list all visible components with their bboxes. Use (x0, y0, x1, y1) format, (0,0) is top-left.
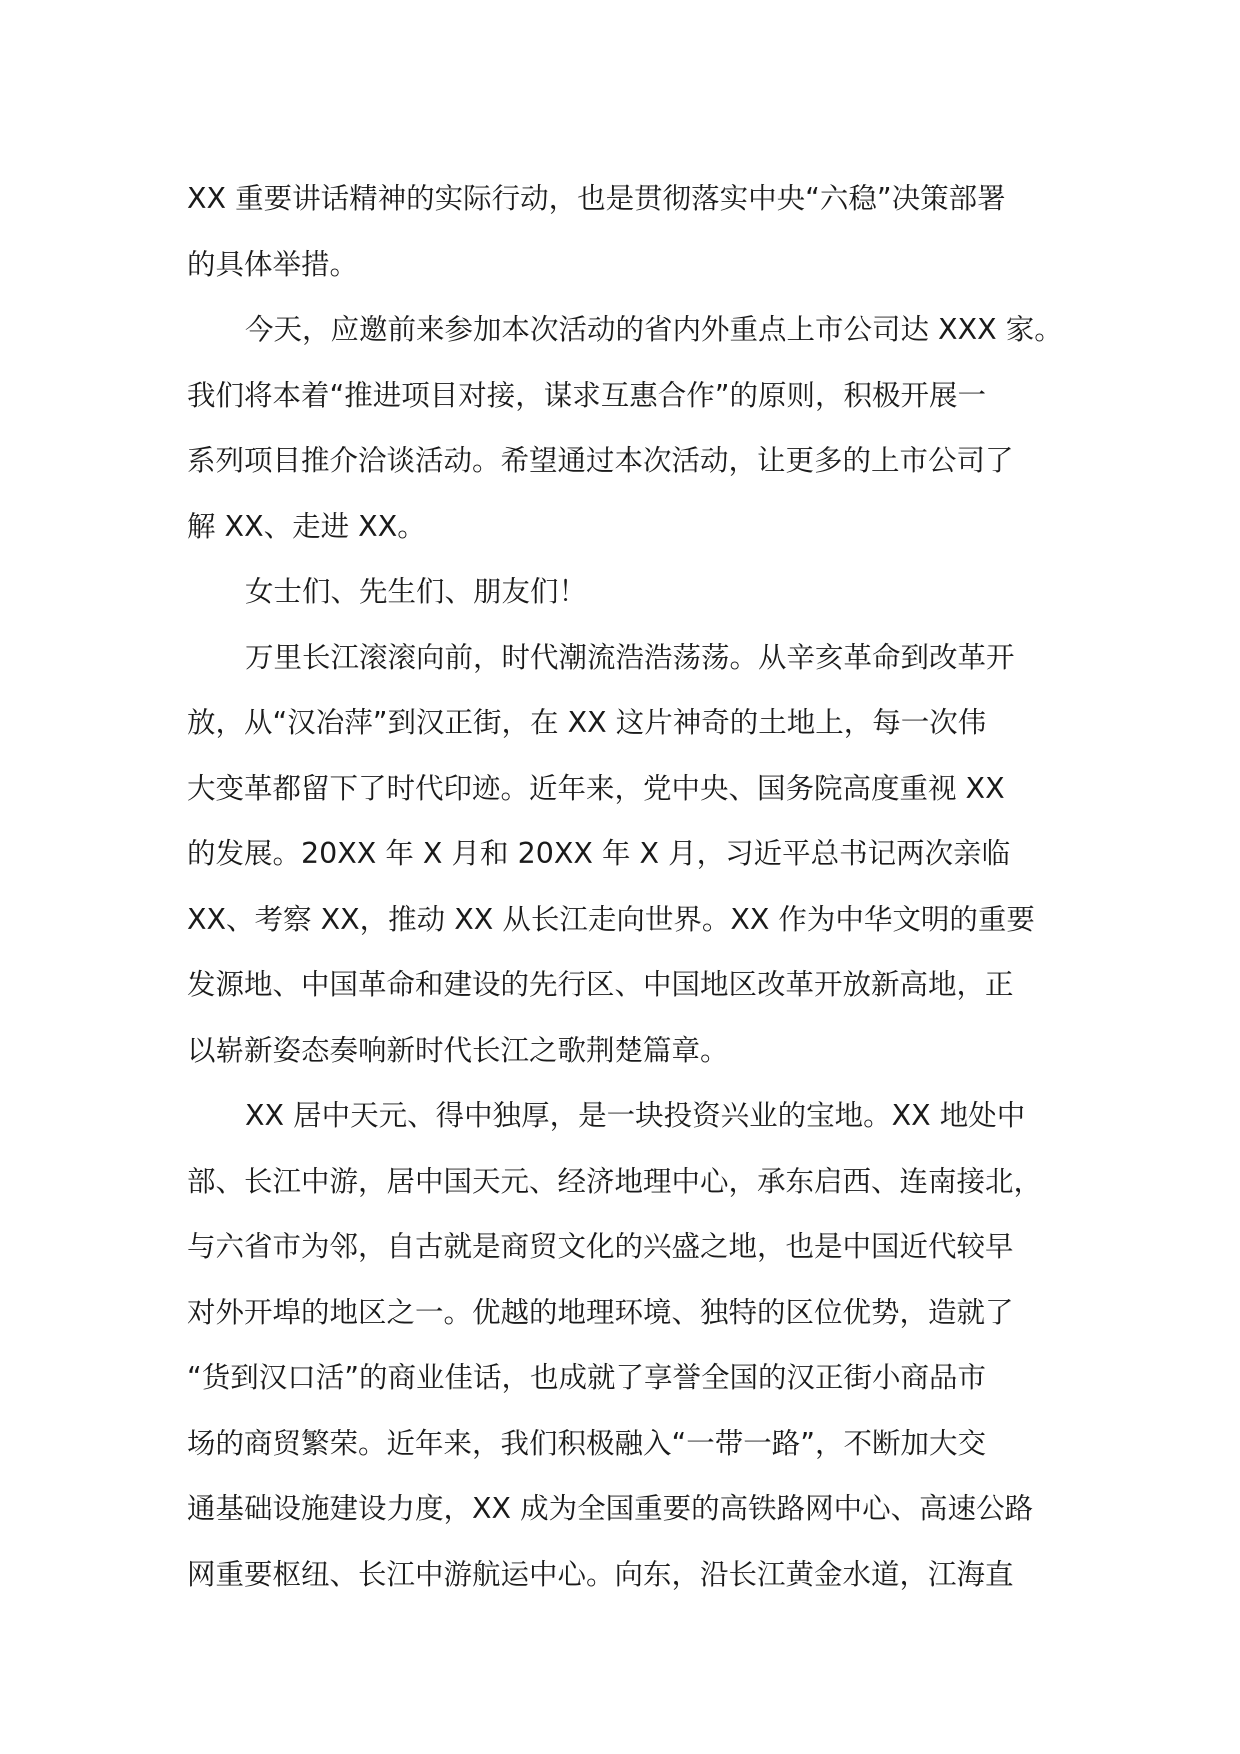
text-line: 放，从“汉冶萍”到汉正街，在 XX 这片神奇的土地上，每一次伟 (187, 706, 987, 739)
text-line: 万里长江滚滚向前，时代潮流浩浩荡荡。从辛亥革命到改革开 (245, 640, 1015, 674)
text-line: 的具体举措。 (187, 247, 359, 281)
text-line: 部、长江中游，居中国天元、经济地理中心，承东启西、连南接北， (187, 1164, 1043, 1198)
text-line: 与六省市为邻，自古就是商贸文化的兴盛之地，也是中国近代较早 (187, 1230, 1014, 1263)
text-line: 女士们、先生们、朋友们！ (245, 575, 588, 608)
text-line: 场的商贸繁荣。近年来，我们积极融入“一带一路”，不断加大交 (187, 1426, 987, 1460)
text-line: 的发展。20XX 年 X 月和 20XX 年 X 月，习近平总书记两次亲临 (187, 837, 1011, 870)
text-line: 我们将本着“推进项目对接，谋求互惠合作”的原则，积极开展一 (187, 378, 987, 412)
text-line: 大变革都留下了时代印迹。近年来，党中央、国务院高度重视 XX (187, 771, 1005, 805)
text-line: XX 重要讲话精神的实际行动，也是贯彻落实中央“六稳”决策部署 (187, 182, 1006, 215)
text-line: 今天，应邀前来参加本次活动的省内外重点上市公司达 XXX 家。 (245, 313, 1063, 346)
text-line: 解 XX、走进 XX。 (187, 509, 426, 543)
text-line: 发源地、中国革命和建设的先行区、中国地区改革开放新高地，正 (187, 968, 1014, 1001)
text-line: 以崭新姿态奏响新时代长江之歌荆楚篇章。 (187, 1033, 729, 1067)
text-line: 通基础设施建设力度，XX 成为全国重要的高铁路网中心、高速公路 (187, 1492, 1034, 1525)
text-line: 系列项目推介洽谈活动。希望通过本次活动，让更多的上市公司了 (187, 444, 1014, 477)
text-line: XX、考察 XX，推动 XX 从长江走向世界。XX 作为中华文明的重要 (187, 902, 1035, 936)
text-line: 网重要枢纽、长江中游航运中心。向东，沿长江黄金水道，江海直 (187, 1557, 1014, 1591)
text-line: “货到汉口活”的商业佳话，也成就了享誉全国的汉正街小商品市 (187, 1361, 987, 1394)
text-line: 对外开埠的地区之一。优越的地理环境、独特的区位优势，造就了 (187, 1295, 1014, 1329)
text-line: XX 居中天元、得中独厚，是一块投资兴业的宝地。XX 地处中 (245, 1099, 1026, 1132)
document-body (187, 166, 1063, 1607)
